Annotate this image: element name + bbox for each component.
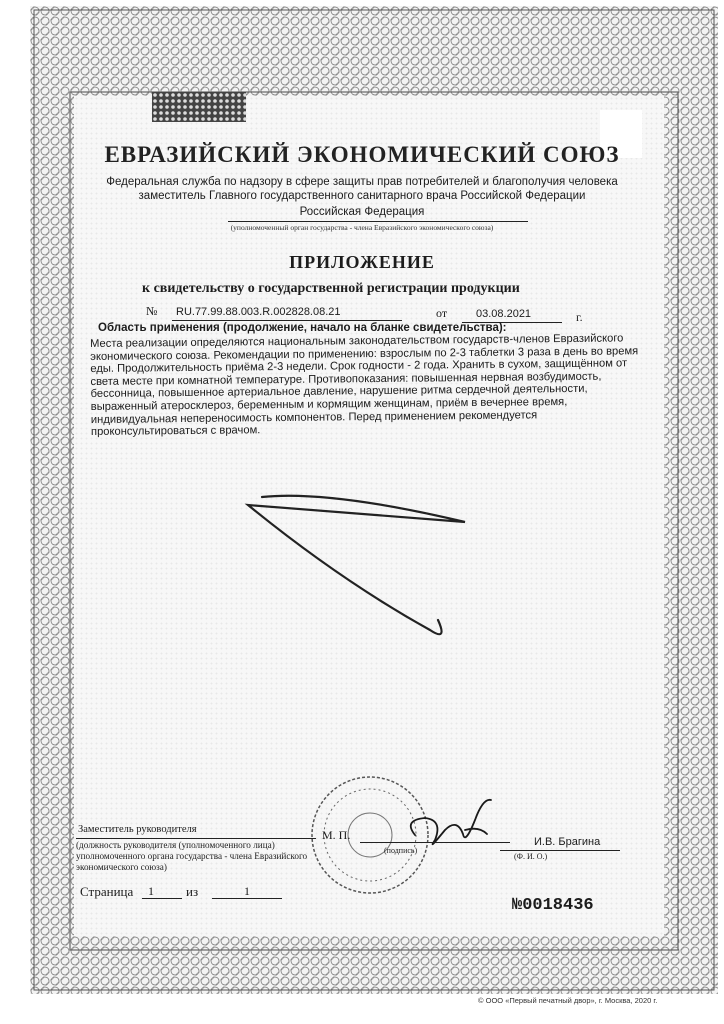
certificate-number: RU.77.99.88.003.R.002828.08.21	[176, 306, 341, 318]
agency-line-2: заместитель Главного государственного санитарного врача Российской Федерации	[138, 190, 586, 202]
position-caption: (должность руководителя (уполномоченного лица) уполномоченного органа государства - члена Евразийского экономического союза)	[76, 840, 308, 872]
country-line: Российская Федерация	[299, 206, 425, 218]
number-label: №	[146, 304, 158, 318]
fio-caption: (Ф. И. О.)	[514, 852, 548, 861]
mp-label: М. П.	[322, 828, 351, 842]
signer-position: Заместитель руководителя	[78, 824, 197, 835]
of-label: из	[186, 884, 199, 899]
signature-underline	[360, 842, 510, 843]
position-underline	[76, 838, 316, 839]
page-number: 1	[148, 884, 154, 898]
date-label: от	[436, 306, 448, 320]
year-suffix: г.	[576, 310, 583, 324]
signer-name: И.В. Брагина	[534, 836, 601, 848]
certificate-date: 03.08.2021	[476, 308, 532, 320]
annex-subtitle: к свидетельству о государственной регистрации продукции	[142, 281, 520, 296]
page-underline	[142, 898, 182, 899]
scope-paragraph: Места реализации определяются национальным законодательством государств-членов Евразийского экономического союза. Рекомендации по применению: взрослым по 2-3 таблетки 3 раза в день во время еды. Продолжительность приёма 2-3 недели. Срок годности - 2 года. Хранить в сухом, защищённом от света месте при комнатной температуре. Противопоказания: повышенная нервная возбудимость, бессонница, повышенное артериальное давление, нарушение ритма сердечной деятельности, выраженный атеросклероз, беременным и кормящим женщинам, приём в вечернее время, индивидуальная непереносимость компонентов. Перед применением рекомендуется проконсультироваться с врачом.	[90, 332, 639, 439]
page-total: 1	[244, 884, 250, 898]
name-underline	[500, 850, 620, 851]
form-number: №0018436	[512, 896, 594, 915]
scope-heading: Область применения (продолжение, начало на бланке свидетельства):	[98, 322, 507, 334]
signature-caption: (подпись)	[384, 846, 418, 855]
total-underline	[212, 898, 282, 899]
agency-line-1: Федеральная служба по надзору в сфере защиты прав потребителей и благополучия человека	[106, 176, 618, 188]
page-label: Страница	[80, 884, 134, 899]
union-title: ЕВРАЗИЙСКИЙ ЭКОНОМИЧЕСКИЙ СОЮЗ	[104, 142, 620, 167]
printer-imprint: © ООО «Первый печатный двор», г. Москва, 2020 г.	[478, 996, 658, 1005]
organ-caption: (уполномоченный орган государства - члена Евразийского экономического союза)	[230, 223, 494, 232]
annex-heading: ПРИЛОЖЕНИЕ	[289, 252, 435, 272]
